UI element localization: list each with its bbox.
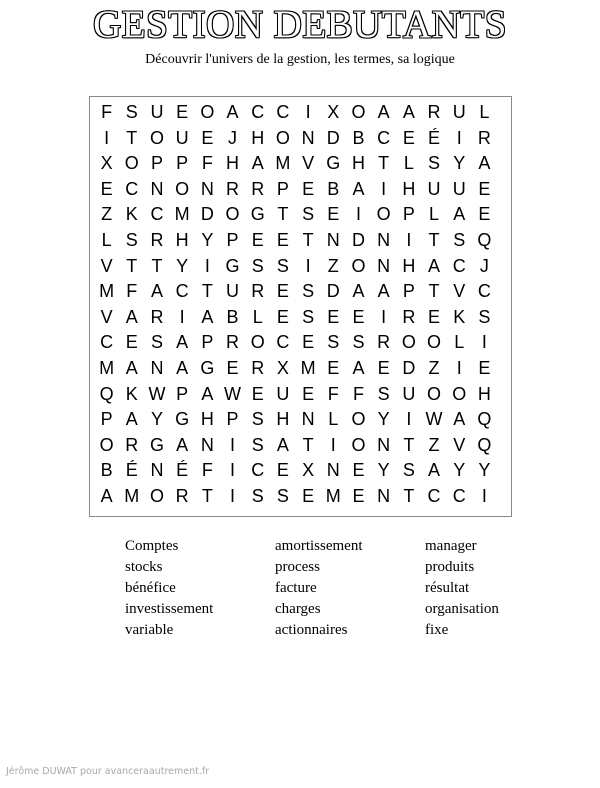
grid-letter[interactable]: N — [301, 409, 315, 430]
grid-letter[interactable]: V — [453, 281, 466, 302]
grid-letter[interactable]: R — [477, 127, 491, 148]
grid-letter[interactable]: M — [99, 281, 115, 302]
grid-letter[interactable]: S — [251, 409, 264, 430]
grid-letter[interactable]: T — [403, 485, 415, 506]
grid-letter[interactable]: Y — [453, 153, 466, 174]
grid-letter[interactable]: H — [351, 153, 365, 174]
grid-letter[interactable]: S — [478, 306, 491, 327]
grid-letter[interactable]: E — [125, 332, 138, 353]
grid-letter[interactable]: I — [204, 255, 210, 276]
grid-letter[interactable]: H — [226, 153, 240, 174]
grid-letter[interactable]: V — [100, 306, 113, 327]
grid-letter[interactable]: N — [150, 460, 164, 481]
grid-letter[interactable]: E — [276, 306, 289, 327]
word-list-item: amortissement — [275, 538, 363, 554]
grid-letter[interactable]: A — [176, 357, 189, 378]
grid-letter[interactable]: N — [377, 485, 391, 506]
grid-letter[interactable]: C — [150, 204, 164, 225]
word-list-item: stocks — [125, 559, 163, 575]
grid-letter[interactable]: E — [100, 178, 113, 199]
grid-letter[interactable]: E — [201, 127, 214, 148]
grid-letter[interactable]: E — [251, 229, 264, 250]
grid-letter[interactable]: Q — [477, 409, 492, 430]
grid-letter[interactable]: T — [403, 434, 415, 455]
grid-letter[interactable]: C — [377, 127, 391, 148]
grid-letter[interactable]: E — [352, 485, 365, 506]
grid-letter[interactable]: D — [326, 127, 340, 148]
grid-letter[interactable]: T — [201, 281, 213, 302]
grid-letter[interactable]: E — [478, 357, 491, 378]
grid-letter[interactable]: É — [125, 460, 138, 481]
grid-letter[interactable]: C — [427, 485, 441, 506]
word-list-item: actionnaires — [275, 622, 348, 638]
grid-letter[interactable]: S — [251, 434, 264, 455]
grid-letter[interactable]: I — [179, 306, 185, 327]
grid-letter[interactable]: U — [226, 281, 240, 302]
grid-letter[interactable]: V — [100, 255, 113, 276]
grid-letter[interactable]: E — [352, 460, 365, 481]
grid-letter[interactable]: A — [428, 255, 441, 276]
grid-letter[interactable]: O — [225, 204, 240, 225]
grid-letter[interactable]: O — [376, 204, 391, 225]
grid-letter[interactable]: C — [125, 178, 139, 199]
grid-letter[interactable]: I — [406, 409, 412, 430]
word-list-item: investissement — [125, 601, 214, 617]
word-list-item: bénéfice — [125, 580, 176, 596]
grid-letter[interactable]: H — [276, 409, 290, 430]
grid-letter[interactable]: G — [175, 409, 190, 430]
grid-letter[interactable]: P — [226, 409, 239, 430]
grid-letter[interactable]: A — [377, 281, 390, 302]
grid-letter[interactable]: A — [352, 357, 365, 378]
grid-letter[interactable]: B — [352, 127, 365, 148]
word-list-item: charges — [275, 601, 321, 617]
grid-letter[interactable]: S — [302, 204, 315, 225]
word-list-item: process — [275, 559, 320, 575]
grid-letter[interactable]: T — [126, 255, 138, 276]
grid-letter[interactable]: I — [104, 127, 110, 148]
grid-letter[interactable]: M — [325, 485, 341, 506]
grid-letter[interactable]: L — [403, 153, 414, 174]
grid-letter[interactable]: E — [276, 229, 289, 250]
word-list-item: variable — [125, 622, 174, 638]
grid-letter[interactable]: F — [101, 102, 113, 122]
grid-letter[interactable]: K — [453, 306, 466, 327]
grid-letter[interactable]: O — [427, 332, 442, 353]
footer-credit: Jérôme DUWAT pour avanceraautrement.fr — [6, 766, 210, 777]
grid-letter[interactable]: G — [149, 434, 164, 455]
grid-letter[interactable]: B — [327, 178, 340, 199]
grid-letter[interactable]: B — [226, 306, 239, 327]
grid-letter[interactable]: T — [428, 229, 440, 250]
grid-letter[interactable]: L — [479, 102, 490, 122]
grid-letter[interactable]: P — [100, 409, 113, 430]
grid-letter[interactable]: P — [276, 178, 289, 199]
grid-letter[interactable]: O — [200, 102, 215, 122]
grid-letter[interactable]: M — [99, 357, 115, 378]
grid-letter[interactable]: H — [175, 229, 189, 250]
grid-letter[interactable]: U — [175, 127, 189, 148]
grid-letter[interactable]: C — [276, 332, 290, 353]
grid-letter[interactable]: O — [351, 434, 366, 455]
grid-letter[interactable]: E — [302, 383, 315, 404]
grid-letter[interactable]: U — [452, 178, 466, 199]
grid-letter[interactable]: C — [452, 485, 466, 506]
grid-letter[interactable]: T — [378, 153, 390, 174]
grid-letter[interactable]: S — [125, 229, 138, 250]
grid-letter[interactable]: Y — [377, 460, 390, 481]
grid-letter[interactable]: O — [99, 434, 114, 455]
grid-letter[interactable]: N — [377, 255, 391, 276]
grid-letter[interactable]: O — [427, 383, 442, 404]
grid-letter[interactable]: M — [300, 357, 316, 378]
grid-letter[interactable]: S — [302, 306, 315, 327]
grid-letter[interactable]: W — [425, 409, 443, 430]
grid-letter[interactable]: A — [176, 332, 189, 353]
grid-letter[interactable]: A — [453, 204, 466, 225]
grid-letter[interactable]: I — [305, 102, 311, 122]
grid-letter[interactable]: N — [150, 178, 164, 199]
grid-letter[interactable]: A — [176, 434, 189, 455]
grid-letter[interactable]: A — [251, 153, 264, 174]
grid-letter[interactable]: S — [428, 153, 441, 174]
grid-letter[interactable]: O — [351, 102, 366, 122]
grid-letter[interactable]: Z — [327, 255, 339, 276]
grid-letter[interactable]: R — [226, 178, 240, 199]
grid-letter[interactable]: L — [429, 204, 440, 225]
grid-letter[interactable]: I — [230, 485, 236, 506]
grid-letter[interactable]: I — [481, 332, 487, 353]
grid-letter[interactable]: E — [377, 357, 390, 378]
grid-letter[interactable]: T — [126, 127, 138, 148]
grid-letter[interactable]: I — [481, 485, 487, 506]
grid-letter[interactable]: O — [250, 332, 265, 353]
grid-letter[interactable]: É — [428, 127, 441, 148]
grid-letter[interactable]: A — [352, 281, 365, 302]
grid-letter[interactable]: E — [226, 357, 239, 378]
grid-letter[interactable]: A — [352, 178, 365, 199]
grid-letter[interactable]: E — [478, 178, 491, 199]
grid-letter[interactable]: S — [377, 383, 390, 404]
grid-letter[interactable]: R — [377, 332, 391, 353]
grid-letter[interactable]: I — [406, 229, 412, 250]
grid-letter[interactable]: E — [302, 485, 315, 506]
grid-letter[interactable]: E — [302, 332, 315, 353]
grid-letter[interactable]: R — [175, 485, 189, 506]
grid-letter[interactable]: Z — [428, 357, 440, 378]
grid-letter[interactable]: O — [149, 485, 164, 506]
grid-letter[interactable]: U — [276, 383, 290, 404]
grid-letter[interactable]: I — [230, 434, 236, 455]
grid-letter[interactable]: I — [456, 357, 462, 378]
word-list-item: produits — [425, 559, 475, 575]
grid-letter[interactable]: N — [150, 357, 164, 378]
grid-letter[interactable]: I — [381, 306, 387, 327]
grid-letter[interactable]: R — [150, 229, 164, 250]
grid-letter[interactable]: W — [148, 383, 166, 404]
grid-letter[interactable]: K — [125, 383, 138, 404]
word-list-item: organisation — [425, 601, 499, 617]
grid-letter[interactable]: I — [305, 255, 311, 276]
grid-letter[interactable]: A — [201, 306, 214, 327]
grid-letter[interactable]: T — [201, 485, 213, 506]
grid-letter[interactable]: T — [151, 255, 163, 276]
grid-letter[interactable]: R — [251, 281, 265, 302]
grid-letter[interactable]: O — [124, 153, 139, 174]
grid-letter[interactable]: U — [402, 383, 416, 404]
grid-letter[interactable]: E — [428, 306, 441, 327]
grid-letter[interactable]: A — [478, 153, 491, 174]
grid-letter[interactable]: L — [328, 409, 339, 430]
grid-letter[interactable]: C — [175, 281, 189, 302]
grid-letter[interactable]: P — [402, 204, 415, 225]
word-list-item: fixe — [425, 622, 449, 638]
grid-letter[interactable]: C — [100, 332, 114, 353]
grid-letter[interactable]: E — [478, 204, 491, 225]
grid-letter[interactable]: A — [453, 409, 466, 430]
grid-letter[interactable]: R — [402, 306, 416, 327]
grid-letter[interactable]: N — [326, 229, 340, 250]
grid-letter[interactable]: R — [125, 434, 139, 455]
grid-letter[interactable]: E — [276, 460, 289, 481]
grid-letter[interactable]: F — [352, 383, 364, 404]
grid-letter[interactable]: Y — [201, 229, 214, 250]
grid-letter[interactable]: E — [276, 281, 289, 302]
grid-letter[interactable]: S — [251, 255, 264, 276]
grid-letter[interactable]: S — [352, 332, 365, 353]
grid-letter[interactable]: Q — [477, 434, 492, 455]
grid-letter[interactable]: Y — [150, 409, 163, 430]
grid-letter[interactable]: G — [225, 255, 240, 276]
grid-letter[interactable]: S — [276, 485, 289, 506]
grid-letter[interactable]: T — [428, 281, 440, 302]
grid-letter[interactable]: U — [427, 178, 441, 199]
grid-letter[interactable]: C — [477, 281, 491, 302]
grid-letter[interactable]: A — [100, 485, 113, 506]
grid-letter[interactable]: A — [125, 357, 138, 378]
grid-letter[interactable]: H — [251, 127, 265, 148]
grid-letter[interactable]: O — [149, 127, 164, 148]
grid-letter[interactable]: G — [200, 357, 215, 378]
grid-letter[interactable]: P — [176, 383, 189, 404]
grid-letter[interactable]: I — [330, 434, 336, 455]
grid-letter[interactable]: S — [125, 102, 138, 122]
grid-letter[interactable]: E — [327, 306, 340, 327]
grid-letter[interactable]: Q — [99, 383, 114, 404]
grid-letter[interactable]: F — [126, 281, 138, 302]
grid-letter[interactable]: R — [150, 306, 164, 327]
grid-letter[interactable]: T — [302, 434, 314, 455]
grid-letter[interactable]: A — [428, 460, 441, 481]
grid-letter[interactable]: V — [302, 153, 315, 174]
grid-letter[interactable]: K — [125, 204, 138, 225]
grid-letter[interactable]: S — [453, 229, 466, 250]
grid-letter[interactable]: L — [252, 306, 263, 327]
word-list-item: résultat — [425, 580, 470, 596]
grid-letter[interactable]: F — [201, 460, 213, 481]
grid-letter[interactable]: C — [276, 102, 290, 122]
word-list — [125, 536, 545, 641]
grid-letter[interactable]: A — [377, 102, 390, 122]
grid-letter[interactable]: W — [224, 383, 242, 404]
grid-letter[interactable]: U — [452, 102, 466, 122]
grid-letter[interactable]: O — [175, 178, 190, 199]
grid-letter[interactable]: R — [427, 102, 441, 122]
grid-letter[interactable]: A — [150, 281, 163, 302]
grid-letter[interactable]: N — [326, 460, 340, 481]
grid-letter[interactable]: G — [250, 204, 265, 225]
grid-letter[interactable]: A — [226, 102, 239, 122]
grid-letter[interactable]: T — [302, 229, 314, 250]
grid-letter[interactable]: Y — [453, 460, 466, 481]
word-search-grid — [94, 100, 497, 510]
grid-letter[interactable]: E — [402, 127, 415, 148]
grid-letter[interactable]: S — [402, 460, 415, 481]
grid-letter[interactable]: A — [125, 306, 138, 327]
grid-letter[interactable]: C — [452, 255, 466, 276]
grid-letter[interactable]: O — [401, 332, 416, 353]
grid-letter[interactable]: M — [275, 153, 291, 174]
grid-letter[interactable]: Z — [428, 434, 440, 455]
grid-letter[interactable]: U — [150, 102, 164, 122]
grid-letter[interactable]: X — [327, 102, 340, 122]
grid-letter[interactable]: H — [402, 178, 416, 199]
grid-letter[interactable]: E — [327, 357, 340, 378]
grid-letter[interactable]: A — [402, 102, 415, 122]
grid-letter[interactable]: D — [402, 357, 416, 378]
grid-letter[interactable]: T — [277, 204, 289, 225]
grid-letter[interactable]: O — [351, 255, 366, 276]
grid-letter[interactable]: E — [352, 306, 365, 327]
grid-letter[interactable]: I — [456, 127, 462, 148]
grid-letter[interactable]: P — [402, 281, 415, 302]
page-title: GESTION DEBUTANTS — [93, 3, 507, 46]
grid-letter[interactable]: H — [477, 383, 491, 404]
grid-letter[interactable]: N — [377, 229, 391, 250]
grid-letter[interactable]: X — [302, 460, 315, 481]
grid-letter[interactable]: R — [251, 178, 265, 199]
grid-letter[interactable]: I — [355, 204, 361, 225]
grid-letter[interactable]: M — [174, 204, 190, 225]
grid-letter[interactable]: S — [302, 281, 315, 302]
grid-letter[interactable]: E — [251, 383, 264, 404]
grid-letter[interactable]: F — [327, 383, 339, 404]
grid-letter[interactable]: C — [251, 102, 265, 122]
grid-letter[interactable]: L — [454, 332, 465, 353]
grid-letter[interactable]: G — [326, 153, 341, 174]
grid-letter[interactable]: N — [200, 434, 214, 455]
grid-letter[interactable]: L — [101, 229, 112, 250]
grid-letter[interactable]: A — [276, 434, 289, 455]
grid-letter[interactable]: X — [276, 357, 289, 378]
grid-letter[interactable]: I — [381, 178, 387, 199]
grid-letter[interactable]: J — [479, 255, 489, 276]
grid-letter[interactable]: N — [200, 178, 214, 199]
grid-letter[interactable]: Y — [176, 255, 189, 276]
grid-letter[interactable]: E — [302, 178, 315, 199]
grid-letter[interactable]: I — [230, 460, 236, 481]
grid-letter[interactable]: M — [124, 485, 140, 506]
grid-letter[interactable]: P — [176, 153, 189, 174]
grid-letter[interactable]: D — [200, 204, 214, 225]
grid-letter[interactable]: F — [201, 153, 213, 174]
word-list-item: facture — [275, 580, 317, 596]
grid-letter[interactable]: Z — [101, 204, 113, 225]
grid-letter[interactable]: O — [351, 409, 366, 430]
grid-letter[interactable]: S — [327, 332, 340, 353]
grid-letter[interactable]: Q — [477, 229, 492, 250]
grid-letter[interactable]: N — [301, 127, 315, 148]
grid-letter[interactable]: C — [251, 460, 265, 481]
grid-letter[interactable]: E — [176, 102, 189, 122]
grid-letter[interactable]: O — [452, 383, 467, 404]
grid-letter[interactable]: B — [100, 460, 113, 481]
grid-letter[interactable]: S — [150, 332, 163, 353]
grid-letter[interactable]: R — [226, 332, 240, 353]
grid-letter[interactable]: S — [276, 255, 289, 276]
page-subtitle: Découvrir l'univers de la gestion, les termes, sa logique — [145, 52, 455, 67]
grid-letter[interactable]: J — [228, 127, 238, 148]
grid-letter[interactable]: H — [402, 255, 416, 276]
grid-letter[interactable]: O — [275, 127, 290, 148]
grid-letter[interactable]: A — [201, 383, 214, 404]
grid-letter[interactable]: Y — [377, 409, 390, 430]
grid-letter[interactable]: P — [150, 153, 163, 174]
grid-letter[interactable]: P — [226, 229, 239, 250]
grid-letter[interactable]: D — [326, 281, 340, 302]
grid-letter[interactable]: N — [377, 434, 391, 455]
grid-letter[interactable]: H — [200, 409, 214, 430]
grid-letter[interactable]: E — [327, 204, 340, 225]
word-list-item: manager — [425, 538, 477, 554]
grid-letter[interactable]: V — [453, 434, 466, 455]
grid-letter[interactable]: D — [351, 229, 365, 250]
grid-letter[interactable]: S — [251, 485, 264, 506]
grid-letter[interactable]: X — [100, 153, 113, 174]
grid-letter[interactable]: P — [201, 332, 214, 353]
grid-letter[interactable]: É — [176, 460, 189, 481]
grid-letter[interactable]: R — [251, 357, 265, 378]
grid-letter[interactable]: A — [125, 409, 138, 430]
word-list-item: Comptes — [125, 538, 179, 554]
grid-letter[interactable]: Y — [478, 460, 491, 481]
